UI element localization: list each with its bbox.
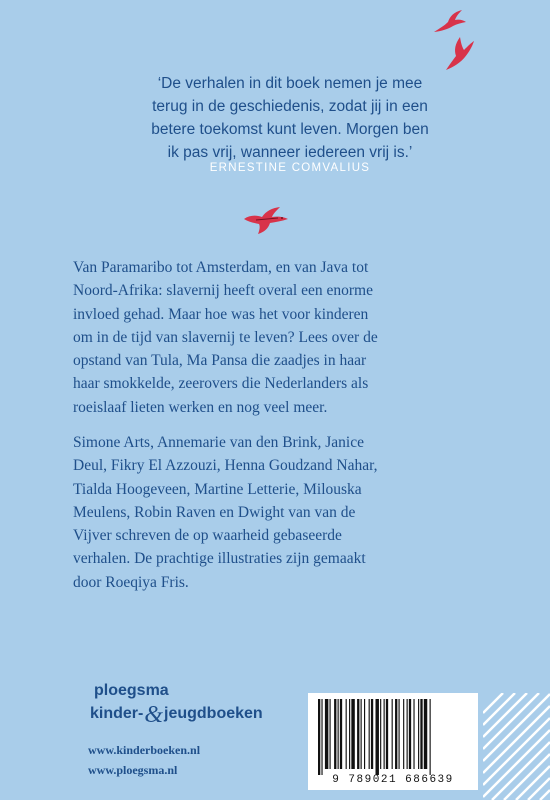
publisher-imprint (90, 702, 280, 729)
barcode-number: 9 789021 686639 (332, 774, 454, 786)
publisher-urls (88, 740, 200, 780)
authors-paragraph: Simone Arts, Annemarie van den Brink, Janice Deul, Fikry El Azzouzi, Henna Goudzand Nahar, Tialda Hoogeveen, Martine Letterie, Milouska Meulens, Robin Raven en Dwight van van de Vijver schreven de op waarheid gebaseerde verhalen. De prachtige illustraties zijn gemaakt door Roeqiya Fris. (73, 434, 378, 591)
imprint-ampersand: & (144, 702, 164, 728)
description-paragraph: Van Paramaribo tot Amsterdam, en van Java tot Noord-Afrika: slavernij heeft overal een enorme invloed gehad. Maar hoe was het voor kinderen om in de tijd van slavernij te leven? Lees over de opstand van Tula, Ma Pansa die zaadjes in haar haar smokkelde, zeerovers die Nederlanders als roeislaaf lieten werken en nog veel meer. (73, 259, 378, 416)
publisher-name: ploegsma (94, 682, 169, 699)
bird-icon (242, 205, 290, 235)
quote-author: ERNESTINE COMVALIUS (209, 162, 371, 174)
barcode (308, 693, 478, 790)
bird-icon (442, 34, 476, 72)
url-link[interactable]: www.ploegsma.nl (88, 763, 178, 777)
stripe-pattern (483, 693, 550, 800)
publisher-logo (90, 682, 280, 729)
url-link[interactable]: www.kinderboeken.nl (88, 743, 201, 757)
imprint-right: jeugdboeken (164, 705, 263, 722)
quote-text: ‘De verhalen in dit boek nemen je mee terug in de geschiedenis, zodat jij in een betere toekomst kunt leven. Morgen ben ik pas vrij, wanneer iedereen vrij is.’ (151, 75, 429, 161)
bird-icon (432, 8, 468, 36)
imprint-left: kinder- (90, 705, 144, 722)
